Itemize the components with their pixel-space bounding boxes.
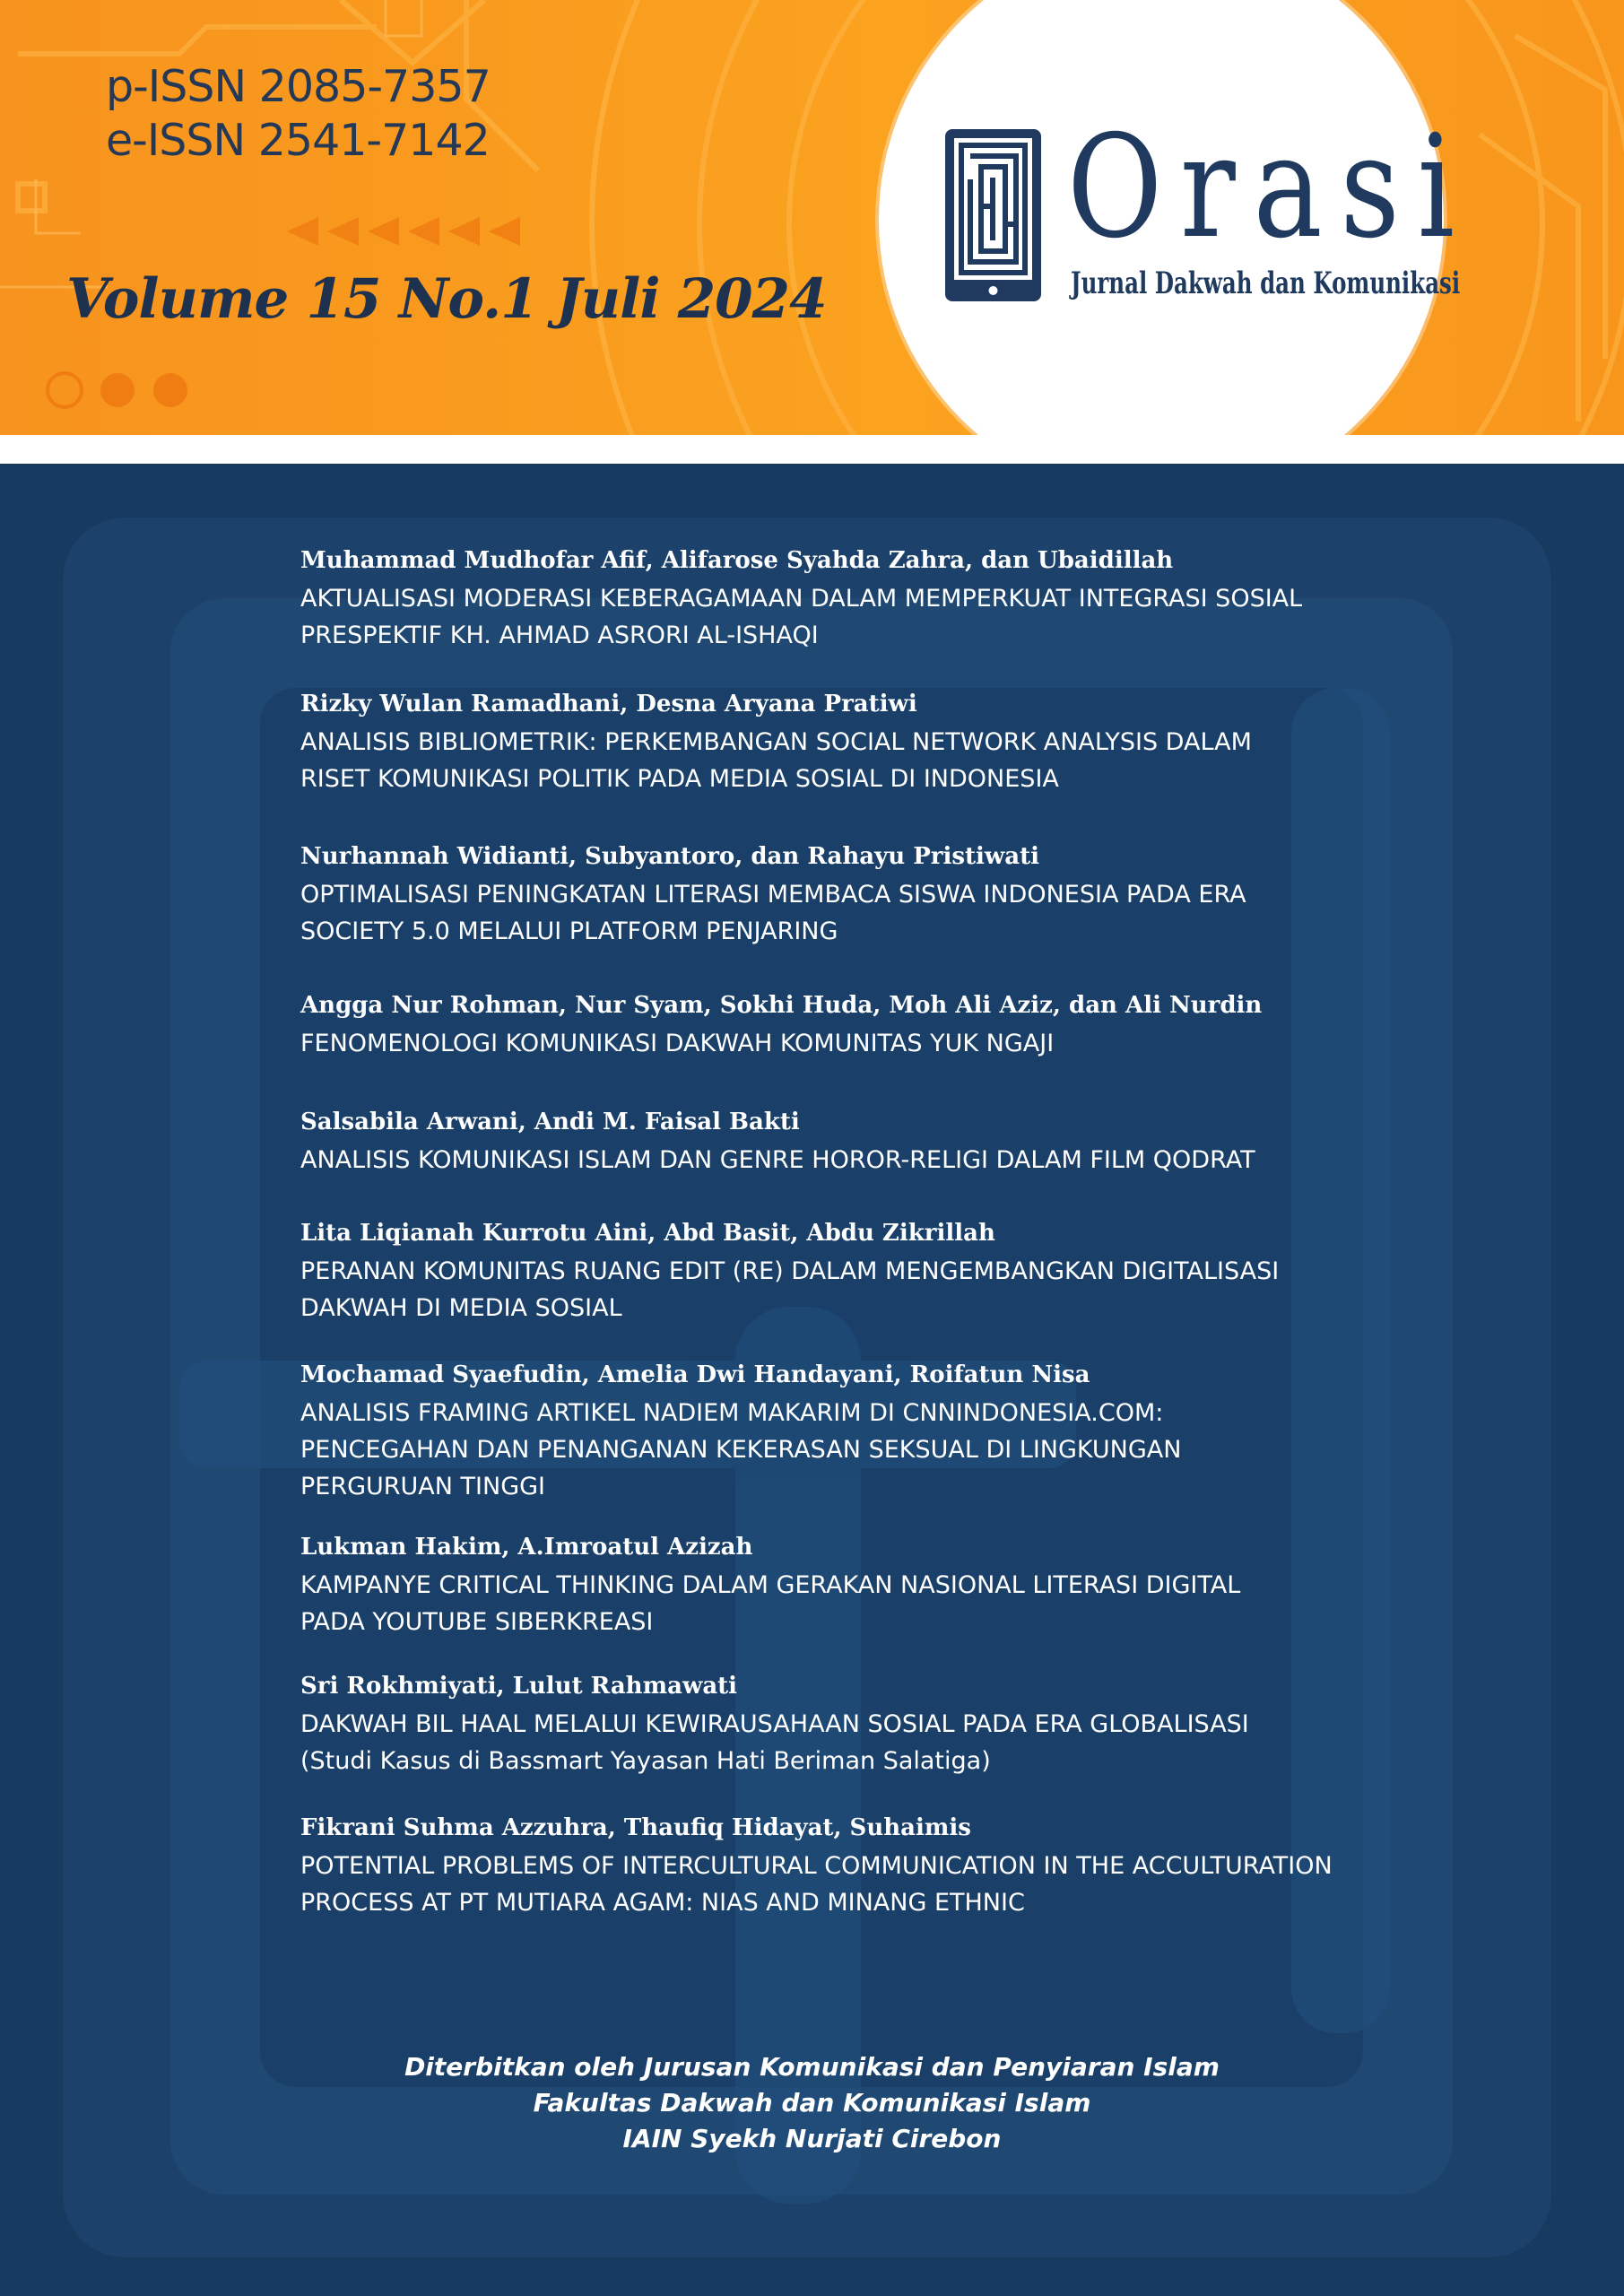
article-authors: Lukman Hakim, A.Imroatul Azizah	[300, 1534, 753, 1561]
publisher-faculty: Fakultas Dakwah dan Komunikasi Islam	[533, 2088, 1091, 2118]
article-title: ANALISIS FRAMING ARTIKEL NADIEM MAKARIM DI CNNINDONESIA.COM: PENCEGAHAN DAN PENANGANAN KEKERASAN SEKSUAL DI LINGKUNGAN PERGURUAN TINGGI	[300, 1399, 1182, 1500]
issn-electronic: e-ISSN 2541-7142	[106, 115, 490, 166]
maze-tablet-logo-icon	[942, 126, 1045, 305]
issn-print: p-ISSN 2085-7357	[106, 61, 491, 112]
article-authors: Muhammad Mudhofar Afif, Alifarose Syahda Zahra, dan Ubaidillah	[300, 547, 1174, 574]
publisher-department: Diterbitkan oleh Jurusan Komunikasi dan Penyiaran Islam	[404, 2052, 1220, 2082]
journal-logo-name: Orasi	[1067, 105, 1472, 270]
article-entry	[300, 1531, 1484, 1640]
article-title: POTENTIAL PROBLEMS OF INTERCULTURAL COMMUNICATION IN THE ACCULTURATION PROCESS AT PT MUTIARA AGAM: NIAS AND MINANG ETHNIC	[300, 1852, 1333, 1917]
article-entry	[300, 1106, 1484, 1178]
article-title: OPTIMALISASI PENINGKATAN LITERASI MEMBACA SISWA INDONESIA PADA ERA SOCIETY 5.0 MELALUI PLATFORM PENJARING	[300, 881, 1246, 945]
article-title: ANALISIS KOMUNIKASI ISLAM DAN GENRE HOROR-RELIGI DALAM FILM QODRAT	[300, 1146, 1255, 1174]
article-authors: Rizky Wulan Ramadhani, Desna Aryana Pratiwi	[300, 691, 917, 718]
divider-strip	[0, 435, 1624, 464]
header-banner	[0, 0, 1624, 435]
article-title: FENOMENOLOGI KOMUNIKASI DAKWAH KOMUNITAS YUK NGAJI	[300, 1030, 1055, 1057]
publisher-institution: IAIN Syekh Nurjati Cirebon	[622, 2124, 1002, 2153]
publisher-info	[0, 2049, 1624, 2157]
article-entry	[300, 1670, 1484, 1779]
journal-logo-subtitle: Jurnal Dakwah dan Komunikasi	[1071, 265, 1461, 301]
article-authors: Fikrani Suhma Azzuhra, Thaufiq Hidayat, Suhaimis	[300, 1814, 971, 1841]
article-authors: Salsabila Arwani, Andi M. Faisal Bakti	[300, 1109, 800, 1135]
article-entry	[300, 840, 1484, 950]
article-entry	[300, 989, 1484, 1062]
article-title: PERANAN KOMUNITAS RUANG EDIT (RE) DALAM MENGEMBANGKAN DIGITALISASI DAKWAH DI MEDIA SOSIAL	[300, 1257, 1280, 1322]
article-entry	[300, 1812, 1484, 1921]
article-authors: Mochamad Syaefudin, Amelia Dwi Handayani, Roifatun Nisa	[300, 1361, 1090, 1388]
article-entry	[300, 1359, 1484, 1505]
article-entry	[300, 1217, 1484, 1326]
article-entry	[300, 544, 1484, 654]
article-entry	[300, 688, 1484, 797]
article-title: AKTUALISASI MODERASI KEBERAGAMAAN DALAM MEMPERKUAT INTEGRASI SOSIAL PRESPEKTIF KH. AHMAD ASRORI AL-ISHAQI	[300, 585, 1303, 649]
contents-panel	[0, 464, 1624, 2296]
article-authors: Sri Rokhmiyati, Lulut Rahmawati	[300, 1673, 738, 1700]
article-title: KAMPANYE CRITICAL THINKING DALAM GERAKAN NASIONAL LITERASI DIGITAL PADA YOUTUBE SIBERKREASI	[300, 1571, 1241, 1636]
article-title: ANALISIS BIBLIOMETRIK: PERKEMBANGAN SOCIAL NETWORK ANALYSIS DALAM RISET KOMUNIKASI POLITIK PADA MEDIA SOSIAL DI INDONESIA	[300, 728, 1252, 793]
volume-issue: Volume 15 No.1 Juli 2024	[66, 267, 827, 331]
article-authors: Angga Nur Rohman, Nur Syam, Sokhi Huda, Moh Ali Aziz, dan Ali Nurdin	[300, 992, 1263, 1019]
article-authors: Nurhannah Widianti, Subyantoro, dan Rahayu Pristiwati	[300, 843, 1039, 870]
article-authors: Lita Liqianah Kurrotu Aini, Abd Basit, Abdu Zikrillah	[300, 1220, 995, 1247]
article-title: DAKWAH BIL HAAL MELALUI KEWIRAUSAHAAN SOSIAL PADA ERA GLOBALISASI (Studi Kasus di Bassmart Yayasan Hati Beriman Salatiga)	[300, 1710, 1249, 1775]
